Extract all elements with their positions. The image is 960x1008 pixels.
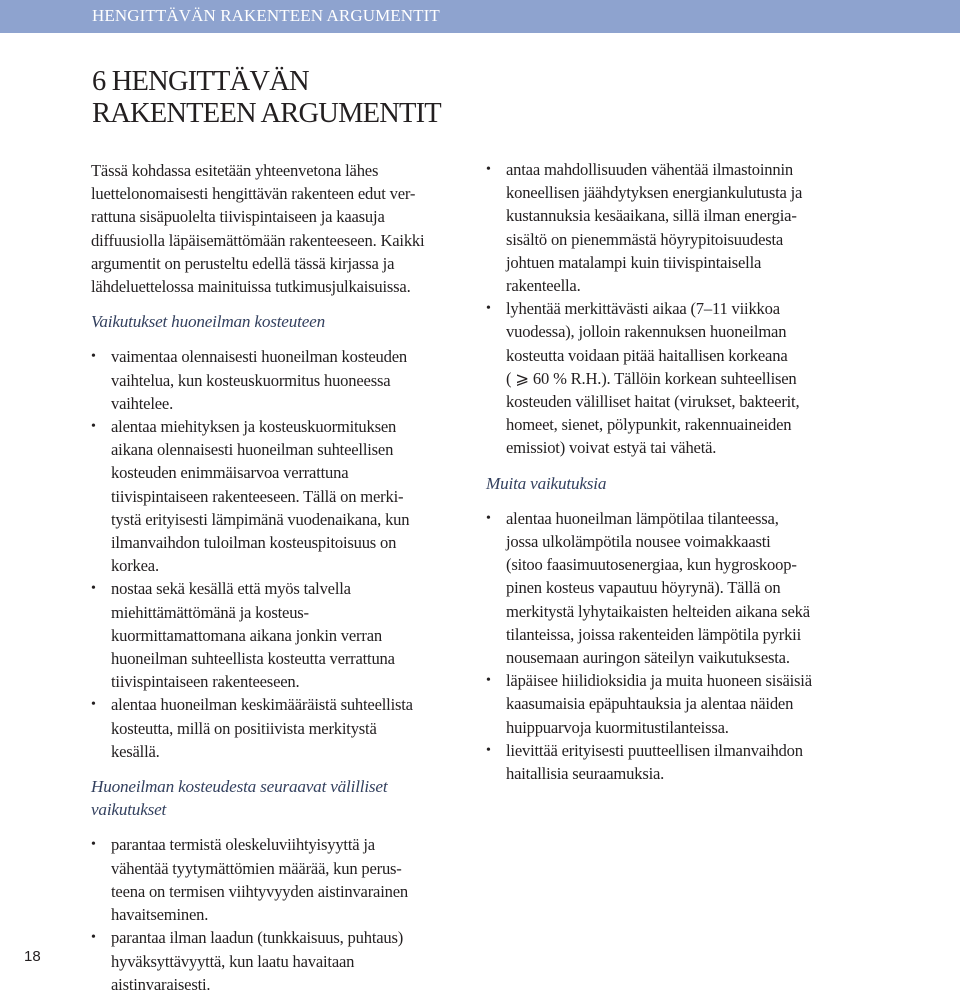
list-item-line: kaasumaisia epäpuhtauksia ja alentaa näiden <box>506 694 794 714</box>
list-item <box>91 833 463 926</box>
list-item-line: alentaa huoneilman lämpötilaa tilanteessa, <box>506 508 779 528</box>
list-item-line: jossa ulkolämpötila nousee voimakkaasti <box>506 532 771 552</box>
text-line: luettelonomaisesti hengittävän rakenteen edut ver- <box>91 184 416 204</box>
running-header-title: HENGITTÄVÄN RAKENTEEN ARGUMENTIT <box>92 6 440 25</box>
left-column <box>91 159 463 1008</box>
text-line: Tässä kohdassa esitetään yhteenvetona lähes <box>91 161 379 180</box>
bullet-icon: • <box>486 510 491 526</box>
list-item-line: sisältö on pienemmästä höyrypitoisuudesta <box>506 229 784 249</box>
list-item <box>486 507 858 669</box>
bullet-icon: • <box>486 673 491 689</box>
list-item-line: vaimentaa olennaisesti huoneilman kosteuden <box>111 347 407 367</box>
bullet-icon: • <box>91 419 96 435</box>
list-item-line: nousemaan auringon säteilyn vaikutuksesta. <box>506 648 790 668</box>
list-item-line: antaa mahdollisuuden vähentää ilmastoinnin <box>506 160 793 179</box>
indirect-effects-list-continued <box>486 158 858 460</box>
list-item-line: huippuarvoja kuormitustilanteissa. <box>506 717 729 737</box>
text-line: lähdeluettelossa mainituissa tutkimusjulkaisuissa. <box>91 277 411 297</box>
section-heading-other <box>486 472 858 495</box>
list-item-line: kosteuden enimmäisarvoa verrattuna <box>111 463 349 483</box>
list-item-line: läpäisee hiilidioksidia ja muita huoneen sisäisiä <box>506 671 812 691</box>
list-item-line: homeet, sienet, pölypunkit, rakennuaineiden <box>506 415 792 435</box>
list-item <box>91 345 463 415</box>
bullet-icon: • <box>91 581 96 597</box>
text-line: Huoneilman kosteudesta seuraavat välilliset <box>91 777 388 797</box>
text-line: diffuusiolla läpäisemättömään rakenteeseen. Kaikki <box>91 230 425 250</box>
bullet-icon: • <box>91 349 96 365</box>
list-item-line: (sitoo faasimuutosenergiaa, kun hygroskoop- <box>506 555 797 575</box>
list-item-line: parantaa termistä oleskeluviihtyisyyttä ja <box>111 835 375 855</box>
bullet-icon: • <box>486 301 491 317</box>
text-line: Vaikutukset huoneilman kosteuteen <box>91 312 325 332</box>
list-item-line: korkea. <box>111 556 159 576</box>
list-item <box>486 297 858 459</box>
list-item-line: kosteuden välilliset haitat (virukset, bakteerit, <box>506 392 800 412</box>
list-item-line: lievittää erityisesti puutteellisen ilmanvaihdon <box>506 740 803 760</box>
list-item-line: parantaa ilman laadun (tunkkaisuus, puhtaus) <box>111 928 404 948</box>
text-line: Muita vaikutuksia <box>486 473 607 493</box>
list-item-line: hyväksyttävyyttä, kun laatu havaitaan <box>111 951 355 971</box>
list-item-line: tilanteissa, joissa rakenteiden lämpötila pyrkii <box>506 624 802 644</box>
list-item-line: pinen kosteus vapautuu höyrynä). Tällä on <box>506 578 781 598</box>
list-item-line: johtuen matalampi kuin tiivispintaisella <box>506 252 762 272</box>
bullet-icon: • <box>91 837 96 853</box>
list-item-line: kuormittamattomana aikana jonkin verran <box>111 625 382 645</box>
bullet-icon: • <box>486 162 491 177</box>
bullet-icon: • <box>91 697 96 713</box>
moisture-effects-list <box>91 345 463 763</box>
list-item <box>91 926 463 996</box>
section-heading-indirect <box>91 775 463 821</box>
list-item-line: ilmanvaihdon tuloilman kosteuspitoisuus on <box>111 533 397 553</box>
bullet-icon: • <box>486 742 491 758</box>
intro-paragraph <box>91 159 463 298</box>
other-effects-list <box>486 507 858 785</box>
list-item-line: vaihtelua, kun kosteuskuormitus huoneessa <box>111 370 391 390</box>
list-item-line: huoneilman suhteellista kosteutta verrattuna <box>111 649 395 669</box>
indirect-effects-list <box>91 833 463 995</box>
chapter-title-line: RAKENTEEN ARGUMENTIT <box>92 98 441 129</box>
list-item <box>486 669 858 739</box>
list-item-line: rakenteella. <box>506 276 581 296</box>
list-item <box>91 415 463 577</box>
list-item-line: kosteutta voidaan pitää haitallisen korkeana <box>506 345 788 365</box>
list-item <box>486 158 858 297</box>
list-item <box>91 577 463 693</box>
list-item-line: nostaa sekä kesällä että myös talvella <box>111 579 351 599</box>
list-item-line: kosteutta, millä on positiivista merkitystä <box>111 718 377 738</box>
list-item-line: havaitseminen. <box>111 905 209 925</box>
right-column <box>486 158 858 797</box>
chapter-title-line: 6 HENGITTÄVÄN <box>92 66 309 97</box>
text-line: vaikutukset <box>91 800 167 820</box>
list-item-line: tystä erityisesti lämpimänä vuodenaikana, kun <box>111 509 410 529</box>
text-line: rattuna sisäpuolelta tiivispintaiseen ja kaasuja <box>91 207 385 227</box>
list-item-line: haitallisia seuraamuksia. <box>506 764 665 784</box>
list-item-line: miehittämättömänä ja kosteus- <box>111 602 309 622</box>
chapter-title <box>92 66 441 130</box>
list-item-line: alentaa huoneilman keskimääräistä suhteellista <box>111 695 413 715</box>
text-line: argumentit on perusteltu edellä tässä kirjassa ja <box>91 253 395 273</box>
bullet-icon: • <box>91 930 96 946</box>
list-item-line: emissiot) voivat estyä tai vähetä. <box>506 438 717 458</box>
list-item-line: alentaa miehityksen ja kosteuskuormituksen <box>111 417 397 437</box>
list-item-line: tiivispintaiseen rakenteeseen. <box>111 672 300 692</box>
running-header-bar <box>0 0 960 33</box>
page-number: 18 <box>24 948 41 965</box>
list-item-line: aistinvaraisesti. <box>111 974 211 994</box>
list-item-line: koneellisen jäähdytyksen energiankulutusta ja <box>506 183 803 203</box>
list-item-line: aikana olennaisesti huoneilman suhteellisen <box>111 440 394 460</box>
list-item-line: vuodessa), jolloin rakennuksen huoneilman <box>506 322 787 342</box>
list-item-line: tiivispintaiseen rakenteeseen. Tällä on merki- <box>111 486 404 506</box>
list-item <box>486 739 858 785</box>
list-item-line: lyhentää merkittävästi aikaa (7–11 viikkoa <box>506 299 780 319</box>
list-item <box>91 693 463 763</box>
list-item-line: kustannuksia kesäaikana, sillä ilman energia- <box>506 206 797 226</box>
list-item-line: ( ⩾ 60 % R.H.). Tällöin korkean suhteellisen <box>506 368 797 388</box>
list-item-line: merkitystä lyhytaikaisten helteiden aikana sekä <box>506 601 810 621</box>
list-item-line: vähentää tyytymättömien määrää, kun perus- <box>111 858 402 878</box>
list-item-line: kesällä. <box>111 741 160 761</box>
list-item-line: teena on termisen viihtyvyyden aistinvarainen <box>111 881 408 901</box>
section-heading-moisture <box>91 310 463 333</box>
list-item-line: vaihtelee. <box>111 393 174 413</box>
